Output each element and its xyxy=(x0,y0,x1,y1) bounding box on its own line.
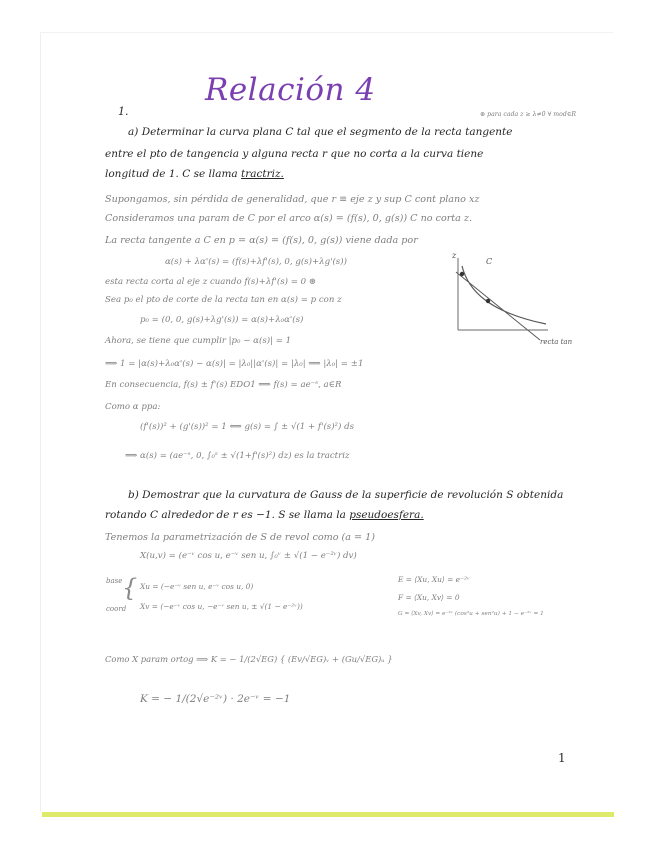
body-a-line: Como α ppa: xyxy=(105,402,161,412)
tractrix-sketch xyxy=(448,250,598,345)
first-form-e: E = ⟨Xu, Xu⟩ = e⁻²ᵛ xyxy=(398,575,470,584)
gauss-formula: Como X param ortog ⟹ K = − 1/(2√EG) { (Ev/√EG)ᵥ + (Gu/√EG)ᵤ } xyxy=(105,654,393,664)
intersection-point xyxy=(486,299,490,303)
base-label: base xyxy=(106,577,123,585)
body-a-line: Sea p₀ el pto de corte de la recta tan en α(s) = p con z xyxy=(105,295,342,305)
body-a-line: Supongamos, sin pérdida de generalidad, que r ≡ eje z y sup C cont plano xz xyxy=(105,194,480,205)
body-b-line: X(u,v) = (e⁻ᵛ cos u, e⁻ᵛ sen u, ∫₀ᵛ ± √(1 − e⁻²ᵛ) dv) xyxy=(140,551,357,561)
section-number: 1. xyxy=(118,105,129,118)
part-a-line-text: longitud de 1. C se llama xyxy=(105,168,238,180)
pseudosphere-term: pseudoesfera. xyxy=(349,509,424,521)
body-a-line: Ahora, se tiene que cumplir |p₀ − α(s)| = 1 xyxy=(105,336,292,346)
part-b-line: b) Demostrar que la curvatura de Gauss de la superficie de revolución S obtenida xyxy=(128,489,564,501)
curve-label: C xyxy=(486,257,493,266)
xu-vector: Xu = (−e⁻ᵛ sen u, e⁻ᵛ cos u, 0) xyxy=(140,582,254,591)
body-a-line: ⟹ 1 = |α(s)+λ₀α'(s) − α(s)| = |λ₀||α'(s)| = |λ₀| ⟹ |λ₀| = ±1 xyxy=(105,359,364,369)
part-b-line-text: rotando C alrededor de r es −1. S se llama la xyxy=(105,509,346,521)
body-a-line: Consideramos una param de C por el arco α(s) = (f(s), 0, g(s)) C no corta z. xyxy=(105,213,473,224)
tractrix-curve xyxy=(462,266,546,324)
page-edge-highlight xyxy=(42,812,614,817)
gauss-result: K = − 1/(2√e⁻²ᵛ) · 2e⁻ᵛ = −1 xyxy=(140,693,291,705)
part-a-line: a) Determinar la curva plana C tal que el segmento de la recta tangente xyxy=(128,126,513,138)
body-b-line: Tenemos la parametrización de S de revol como (a = 1) xyxy=(105,532,375,543)
tangent-label: recta tan xyxy=(540,338,573,345)
coord-label: coord xyxy=(106,605,127,613)
tractrix-term: tractriz. xyxy=(241,168,284,180)
tangency-point xyxy=(460,272,464,276)
first-form-g: G = ⟨Xv, Xv⟩ = e⁻²ᵛ (cos²u + sen²u) + 1 − e⁻²ᵛ = 1 xyxy=(398,611,544,617)
z-axis-label: z xyxy=(452,251,457,260)
body-a-line: esta recta corta al eje z cuando f(s)+λf'(s) = 0 ⊛ xyxy=(105,277,317,287)
part-a-line: entre el pto de tangencia y alguna recta r que no corta a la curva tiene xyxy=(105,148,484,160)
xv-vector: Xv = (−e⁻ᵛ cos u, −e⁻ᵛ sen u, ± √(1 − e⁻²ᵛ)) xyxy=(140,602,303,611)
corner-note: ⊛ para cada z ≥ λ≠0 ∀ mod∈R xyxy=(480,111,577,118)
brace: { xyxy=(122,574,138,602)
body-a-line: (f'(s))² + (g'(s))² = 1 ⟺ g(s) = ∫ ± √(1 + f'(s)²) ds xyxy=(140,422,355,432)
part-b-line xyxy=(105,510,424,521)
body-a-line: La recta tangente a C en p = α(s) = (f(s), 0, g(s)) viene dada por xyxy=(105,235,418,246)
first-form-f: F = ⟨Xu, Xv⟩ = 0 xyxy=(398,593,460,602)
page-number: 1 xyxy=(558,751,566,765)
page-title: Relación 4 xyxy=(205,72,376,108)
body-a-line: α(s) + λα'(s) = (f(s)+λf'(s), 0, g(s)+λg'(s)) xyxy=(165,257,347,267)
body-a-line: En consecuencia, f(s) ± f'(s) EDO1 ⟹ f(s) = ae⁻ˢ, a∈R xyxy=(105,380,342,390)
part-a-line xyxy=(105,169,284,180)
body-a-line: ⟹ α(s) = (ae⁻ˢ, 0, ∫₀ˢ ± √(1+f'(s)²) dz) es la tractriz xyxy=(125,451,350,461)
body-a-line: p₀ = (0, 0, g(s)+λg'(s)) = α(s)+λ₀α'(s) xyxy=(140,315,304,325)
